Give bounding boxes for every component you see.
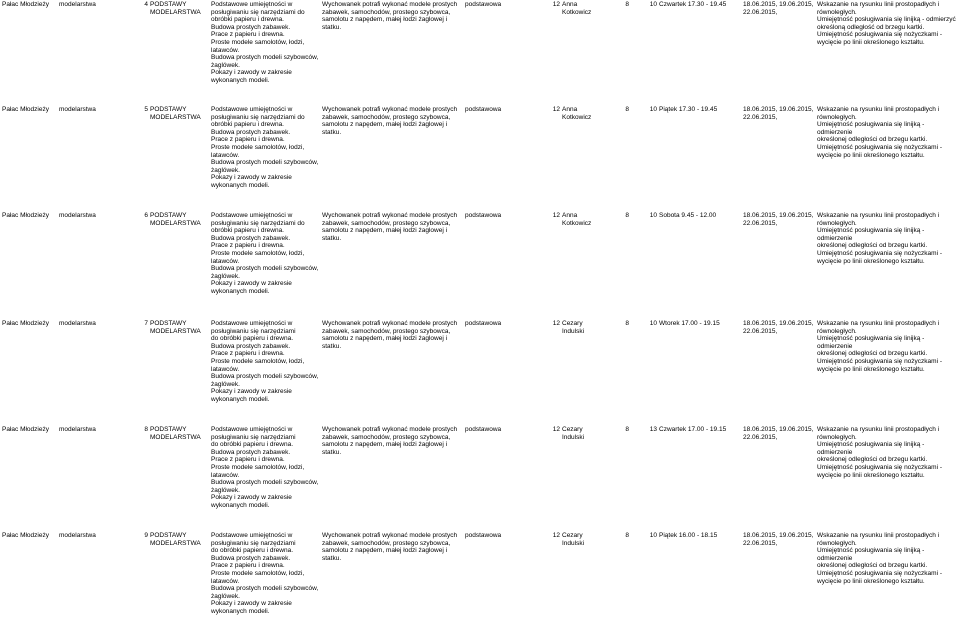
cell-line: latawców. xyxy=(211,46,240,54)
teacher-cell xyxy=(562,1,610,16)
cell-line: określonej odległości od brzegu kartki. xyxy=(817,562,928,570)
cell-line: posługiwaniu się narzędziami do xyxy=(211,8,305,16)
cell-line: zabawek, samochodów, prostego szybowca, xyxy=(322,327,451,335)
cell-line: Proste modele samolotów, łodzi, xyxy=(211,463,305,471)
cell-line: Pokazy i zawody w zakresie xyxy=(211,388,292,396)
schedule-cell: Piątek 16.00 - 18.15 xyxy=(659,532,718,539)
content-cell xyxy=(211,320,319,404)
cell-line: latawców. xyxy=(211,577,240,585)
cell-line: Budowa prostych zabawek. xyxy=(211,342,291,350)
cell-line: Umiejętność posługiwania się nożyczkami - xyxy=(817,463,942,471)
cell-line: Wskazanie na rysunku linii prostopadłych i xyxy=(817,212,940,219)
age-cell: 8 xyxy=(625,532,629,539)
institution-cell: Pałac Młodzieży xyxy=(2,320,49,327)
cell-line: równoległych. xyxy=(817,8,857,16)
cell-line: Wskazanie na rysunku linii prostopadłych i xyxy=(817,320,940,327)
schedule-cell: Czwartek 17.00 - 19.15 xyxy=(659,426,727,433)
teacher-cell xyxy=(562,320,610,335)
cell-line: 22.06.2015, xyxy=(743,219,778,227)
cell-line: Budowa prostych modeli szybowców, xyxy=(211,159,319,167)
institution-cell: Pałac Młodzieży xyxy=(2,426,49,433)
cell-line: Umiejętność posługiwania się linijką - odmierzenie xyxy=(817,335,925,350)
teacher-cell xyxy=(562,212,610,227)
cell-line: Umiejętność posługiwania się linijką - odmierzyć xyxy=(817,16,956,24)
cell-line: 18.06.2015, 19.06.2015, xyxy=(743,106,814,113)
hours-cell: 12 xyxy=(552,1,560,8)
cell-line: Wskazanie na rysunku linii prostopadłych i xyxy=(817,1,940,8)
cell-line: PODSTAWY xyxy=(150,1,187,8)
cell-line: Umiejętność posługiwania się nożyczkami - xyxy=(817,249,942,257)
cell-line: Pokazy i zawody w zakresie xyxy=(211,600,292,608)
cell-line: samolotu z napędem, małej łodzi żaglowej i statku. xyxy=(322,227,448,242)
institution-cell: Pałac Młodzieży xyxy=(2,1,49,8)
requirements-cell xyxy=(817,320,957,373)
cell-line: Prace z papieru i drewna. xyxy=(211,31,285,39)
cell-line: Cezary xyxy=(562,532,583,539)
cell-line: Wychowanek potrafi wykonać modele prostych xyxy=(322,426,458,433)
cell-line: Wskazanie na rysunku linii prostopadłych i xyxy=(817,426,940,433)
cell-line: Prace z papieru i drewna. xyxy=(211,456,285,464)
cell-line: samolotu z napędem, małej łodzi żaglowej i statku. xyxy=(322,16,448,31)
requirements-cell xyxy=(817,532,957,585)
cell-line: obróbki papieru i drewna. xyxy=(211,227,284,235)
cell-line: Wychowanek potrafi wykonać modele prostych xyxy=(322,532,458,539)
cell-line: wycięcie po linii określonego kształtu. xyxy=(817,577,925,585)
cell-line: Umiejętność posługiwania się linijką - odmierzenie xyxy=(817,441,925,456)
requirements-cell xyxy=(817,106,957,159)
cell-line: posługiwaniu się narzędziami xyxy=(211,433,296,441)
schedule-cell: Wtorek 17.00 - 19.15 xyxy=(659,320,720,327)
stage-cell: podstawowa xyxy=(465,1,502,8)
cell-line: równoległych. xyxy=(817,539,857,547)
cell-line: latawców. xyxy=(211,151,240,159)
age-cell: 8 xyxy=(625,106,629,113)
cell-line: 22.06.2015, xyxy=(743,539,778,547)
cell-line: MODELARSTWA xyxy=(150,327,201,335)
level-cell xyxy=(150,426,208,441)
requirements-cell xyxy=(817,1,957,47)
cell-line: Wskazanie na rysunku linii prostopadłych i xyxy=(817,532,940,539)
cell-line: Umiejętność posługiwania się nożyczkami - xyxy=(817,569,942,577)
cell-line: MODELARSTWA xyxy=(150,219,201,227)
cell-line: Anna xyxy=(562,106,578,113)
level-cell xyxy=(150,1,208,16)
age-cell: 8 xyxy=(625,320,629,327)
cell-line: wykonanych modeli. xyxy=(211,501,270,509)
cell-line: Budowa prostych zabawek. xyxy=(211,448,291,456)
cell-line: Podstawowe umiejętności w xyxy=(211,106,293,113)
cell-line: wycięcie po linii określonego kształtu. xyxy=(817,38,925,46)
cell-line: Kotkowicz xyxy=(562,219,592,227)
cell-line: Wychowanek potrafi wykonać modele prostych xyxy=(322,106,458,113)
cell-line: posługiwaniu się narzędziami xyxy=(211,539,296,547)
cell-line: określonej odległości od brzegu kartki. xyxy=(817,242,928,250)
cell-line: samolotu z napędem, małej łodzi żaglowej i statku. xyxy=(322,441,448,456)
cell-line: wycięcie po linii określonego kształtu. xyxy=(817,471,925,479)
teacher-cell xyxy=(562,532,610,547)
cell-line: żaglówek. xyxy=(211,272,240,280)
teacher-cell xyxy=(562,106,610,121)
cell-line: Podstawowe umiejętności w xyxy=(211,426,293,433)
cell-line: określonej odległości od brzegu kartki. xyxy=(817,136,928,144)
cell-line: Proste modele samolotów, łodzi, xyxy=(211,249,305,257)
cell-line: do obróbki papieru i drewna. xyxy=(211,335,294,343)
content-cell xyxy=(211,212,319,296)
cell-line: PODSTAWY xyxy=(150,212,187,219)
cell-line: Umiejętność posługiwania się nożyczkami - xyxy=(817,143,942,151)
level-cell xyxy=(150,106,208,121)
type-cell: modelarstwa xyxy=(59,212,96,219)
cell-line: samolotu z napędem, małej łodzi żaglowej i statku. xyxy=(322,547,448,562)
cell-line: obróbki papieru i drewna. xyxy=(211,16,284,24)
requirements-cell xyxy=(817,426,957,479)
cell-line: Budowa prostych modeli szybowców, xyxy=(211,54,319,62)
cell-line: Kotkowicz xyxy=(562,113,592,121)
cell-line: Umiejętność posługiwania się nożyczkami - xyxy=(817,357,942,365)
cell-line: określoną odległość od brzegu kartki. xyxy=(817,23,925,31)
cell-line: Anna xyxy=(562,212,578,219)
cell-line: żaglówek. xyxy=(211,61,240,69)
cell-line: Cezary xyxy=(562,320,583,327)
institution-cell: Pałac Młodzieży xyxy=(2,532,49,539)
cell-line: PODSTAWY xyxy=(150,532,187,539)
cell-line: wykonanych modeli. xyxy=(211,76,270,84)
cell-line: żaglówek. xyxy=(211,592,240,600)
cell-line: 22.06.2015, xyxy=(743,327,778,335)
cell-line: Cezary xyxy=(562,426,583,433)
dates-cell xyxy=(743,426,815,441)
hours-cell: 12 xyxy=(552,426,560,433)
cell-line: Wskazanie na rysunku linii prostopadłych i xyxy=(817,106,940,113)
age-cell: 8 xyxy=(625,212,629,219)
cell-line: wykonanych modeli. xyxy=(211,395,270,403)
teacher-cell xyxy=(562,426,610,441)
cell-line: Podstawowe umiejętności w xyxy=(211,320,293,327)
dates-cell xyxy=(743,106,815,121)
cell-line: wykonanych modeli. xyxy=(211,607,270,615)
count-cell: 13 xyxy=(649,426,657,433)
cell-line: samolotu z napędem, małej łodzi żaglowej i statku. xyxy=(322,121,448,136)
cell-line: zabawek, samochodów, prostego szybowca, xyxy=(322,433,451,441)
cell-line: żaglówek. xyxy=(211,380,240,388)
cell-line: 18.06.2015, 19.06.2015, xyxy=(743,532,814,539)
cell-line: Budowa prostych zabawek. xyxy=(211,234,291,242)
skills-cell xyxy=(322,212,462,242)
cell-line: PODSTAWY xyxy=(150,426,187,433)
count-cell: 10 xyxy=(649,532,657,539)
cell-line: do obróbki papieru i drewna. xyxy=(211,441,294,449)
stage-cell: podstawowa xyxy=(465,426,502,433)
cell-line: równoległych. xyxy=(817,113,857,121)
stage-cell: podstawowa xyxy=(465,212,502,219)
cell-line: 22.06.2015, xyxy=(743,433,778,441)
dates-cell xyxy=(743,320,815,335)
cell-line: 18.06.2015, 19.06.2015, xyxy=(743,1,814,8)
skills-cell xyxy=(322,532,462,562)
cell-line: Budowa prostych modeli szybowców, xyxy=(211,373,319,381)
cell-line: Podstawowe umiejętności w xyxy=(211,1,293,8)
cell-line: wycięcie po linii określonego kształtu. xyxy=(817,365,925,373)
cell-line: PODSTAWY xyxy=(150,320,187,327)
cell-line: PODSTAWY xyxy=(150,106,187,113)
skills-cell xyxy=(322,320,462,350)
cell-line: wycięcie po linii określonego kształtu. xyxy=(817,257,925,265)
cell-line: 18.06.2015, 19.06.2015, xyxy=(743,212,814,219)
cell-line: równoległych. xyxy=(817,433,857,441)
age-cell: 8 xyxy=(625,426,629,433)
cell-line: latawców. xyxy=(211,365,240,373)
cell-line: Wychowanek potrafi wykonać modele prostych xyxy=(322,212,458,219)
cell-line: 18.06.2015, 19.06.2015, xyxy=(743,426,814,433)
type-cell: modelarstwa xyxy=(59,320,96,327)
cell-line: Wychowanek potrafi wykonać modele prostych xyxy=(322,1,458,8)
hours-cell: 12 xyxy=(552,532,560,539)
cell-line: Pokazy i zawody w zakresie xyxy=(211,174,292,182)
cell-line: Prace z papieru i drewna. xyxy=(211,350,285,358)
cell-line: MODELARSTWA xyxy=(150,8,201,16)
cell-line: Proste modele samolotów, łodzi, xyxy=(211,38,305,46)
cell-line: Prace z papieru i drewna. xyxy=(211,562,285,570)
requirements-cell xyxy=(817,212,957,265)
cell-line: Prace z papieru i drewna. xyxy=(211,242,285,250)
cell-line: Anna xyxy=(562,1,578,8)
type-cell: modelarstwa xyxy=(59,426,96,433)
cell-line: Wychowanek potrafi wykonać modele prostych xyxy=(322,320,458,327)
cell-line: 18.06.2015, 19.06.2015, xyxy=(743,320,814,327)
content-cell xyxy=(211,106,319,190)
cell-line: Indulski xyxy=(562,433,585,441)
cell-line: MODELARSTWA xyxy=(150,433,201,441)
institution-cell: Pałac Młodzieży xyxy=(2,212,49,219)
cell-line: Umiejętność posługiwania się linijką - odmierzenie xyxy=(817,227,925,242)
cell-line: równoległych. xyxy=(817,219,857,227)
cell-line: posługiwaniu się narzędziami do xyxy=(211,219,305,227)
cell-line: 22.06.2015, xyxy=(743,113,778,121)
cell-line: Prace z papieru i drewna. xyxy=(211,136,285,144)
cell-line: Budowa prostych modeli szybowców, xyxy=(211,585,319,593)
stage-cell: podstawowa xyxy=(465,106,502,113)
dates-cell xyxy=(743,532,815,547)
content-cell xyxy=(211,1,319,85)
level-cell xyxy=(150,320,208,335)
content-cell xyxy=(211,426,319,510)
cell-line: równoległych. xyxy=(817,327,857,335)
cell-line: posługiwaniu się narzędziami xyxy=(211,327,296,335)
cell-line: żaglówek. xyxy=(211,486,240,494)
cell-line: Budowa prostych zabawek. xyxy=(211,23,291,31)
cell-line: Indulski xyxy=(562,327,585,335)
stage-cell: podstawowa xyxy=(465,320,502,327)
cell-line: latawców. xyxy=(211,471,240,479)
type-cell: modelarstwa xyxy=(59,106,96,113)
cell-line: Proste modele samolotów, łodzi, xyxy=(211,569,305,577)
cell-line: określonej odległości od brzegu kartki. xyxy=(817,350,928,358)
institution-cell: Pałac Młodzieży xyxy=(2,106,49,113)
cell-line: wykonanych modeli. xyxy=(211,181,270,189)
number-cell: 4 xyxy=(144,1,148,8)
cell-line: Umiejętność posługiwania się linijką - odmierzenie xyxy=(817,547,925,562)
cell-line: Kotkowicz xyxy=(562,8,592,16)
cell-line: samolotu z napędem, małej łodzi żaglowej i statku. xyxy=(322,335,448,350)
cell-line: określonej odległości od brzegu kartki. xyxy=(817,456,928,464)
cell-line: zabawek, samochodów, prostego szybowca, xyxy=(322,8,451,16)
cell-line: wycięcie po linii określonego kształtu. xyxy=(817,151,925,159)
schedule-cell: Sobota 9.45 - 12.00 xyxy=(659,212,717,219)
cell-line: Pokazy i zawody w zakresie xyxy=(211,69,292,77)
age-cell: 8 xyxy=(625,1,629,8)
cell-line: Podstawowe umiejętności w xyxy=(211,532,293,539)
count-cell: 10 xyxy=(649,106,657,113)
schedule-cell: Czwartek 17.30 - 19.45 xyxy=(659,1,727,8)
cell-line: Budowa prostych modeli szybowców, xyxy=(211,265,319,273)
cell-line: Proste modele samolotów, łodzi, xyxy=(211,143,305,151)
cell-line: Pokazy i zawody w zakresie xyxy=(211,280,292,288)
number-cell: 8 xyxy=(144,426,148,433)
hours-cell: 12 xyxy=(552,320,560,327)
stage-cell: podstawowa xyxy=(465,532,502,539)
level-cell xyxy=(150,212,208,227)
cell-line: 22.06.2015, xyxy=(743,8,778,16)
cell-line: zabawek, samochodów, prostego szybowca, xyxy=(322,219,451,227)
number-cell: 6 xyxy=(144,212,148,219)
cell-line: Indulski xyxy=(562,539,585,547)
hours-cell: 12 xyxy=(552,106,560,113)
skills-cell xyxy=(322,106,462,136)
cell-line: Pokazy i zawody w zakresie xyxy=(211,494,292,502)
count-cell: 10 xyxy=(649,1,657,8)
cell-line: MODELARSTWA xyxy=(150,113,201,121)
cell-line: latawców. xyxy=(211,257,240,265)
cell-line: Budowa prostych zabawek. xyxy=(211,554,291,562)
number-cell: 5 xyxy=(144,106,148,113)
cell-line: Budowa prostych zabawek. xyxy=(211,128,291,136)
skills-cell xyxy=(322,1,462,31)
number-cell: 9 xyxy=(144,532,148,539)
cell-line: zabawek, samochodów, prostego szybowca, xyxy=(322,539,451,547)
cell-line: Proste modele samolotów, łodzi, xyxy=(211,357,305,365)
cell-line: obróbki papieru i drewna. xyxy=(211,121,284,129)
cell-line: zabawek, samochodów, prostego szybowca, xyxy=(322,113,451,121)
cell-line: do obróbki papieru i drewna. xyxy=(211,547,294,555)
cell-line: posługiwaniu się narzędziami do xyxy=(211,113,305,121)
dates-cell xyxy=(743,1,815,16)
cell-line: wykonanych modeli. xyxy=(211,287,270,295)
number-cell: 7 xyxy=(144,320,148,327)
cell-line: Umiejętność posługiwania się nożyczkami - xyxy=(817,31,942,39)
count-cell: 10 xyxy=(649,212,657,219)
level-cell xyxy=(150,532,208,547)
type-cell: modelarstwa xyxy=(59,532,96,539)
cell-line: Podstawowe umiejętności w xyxy=(211,212,293,219)
dates-cell xyxy=(743,212,815,227)
schedule-cell: Piątek 17.30 - 19.45 xyxy=(659,106,718,113)
hours-cell: 12 xyxy=(552,212,560,219)
skills-cell xyxy=(322,426,462,456)
type-cell: modelarstwa xyxy=(59,1,96,8)
count-cell: 10 xyxy=(649,320,657,327)
cell-line: żaglówek. xyxy=(211,166,240,174)
content-cell xyxy=(211,532,319,616)
cell-line: Budowa prostych modeli szybowców, xyxy=(211,479,319,487)
cell-line: Umiejętność posługiwania się linijką - odmierzenie xyxy=(817,121,925,136)
cell-line: MODELARSTWA xyxy=(150,539,201,547)
